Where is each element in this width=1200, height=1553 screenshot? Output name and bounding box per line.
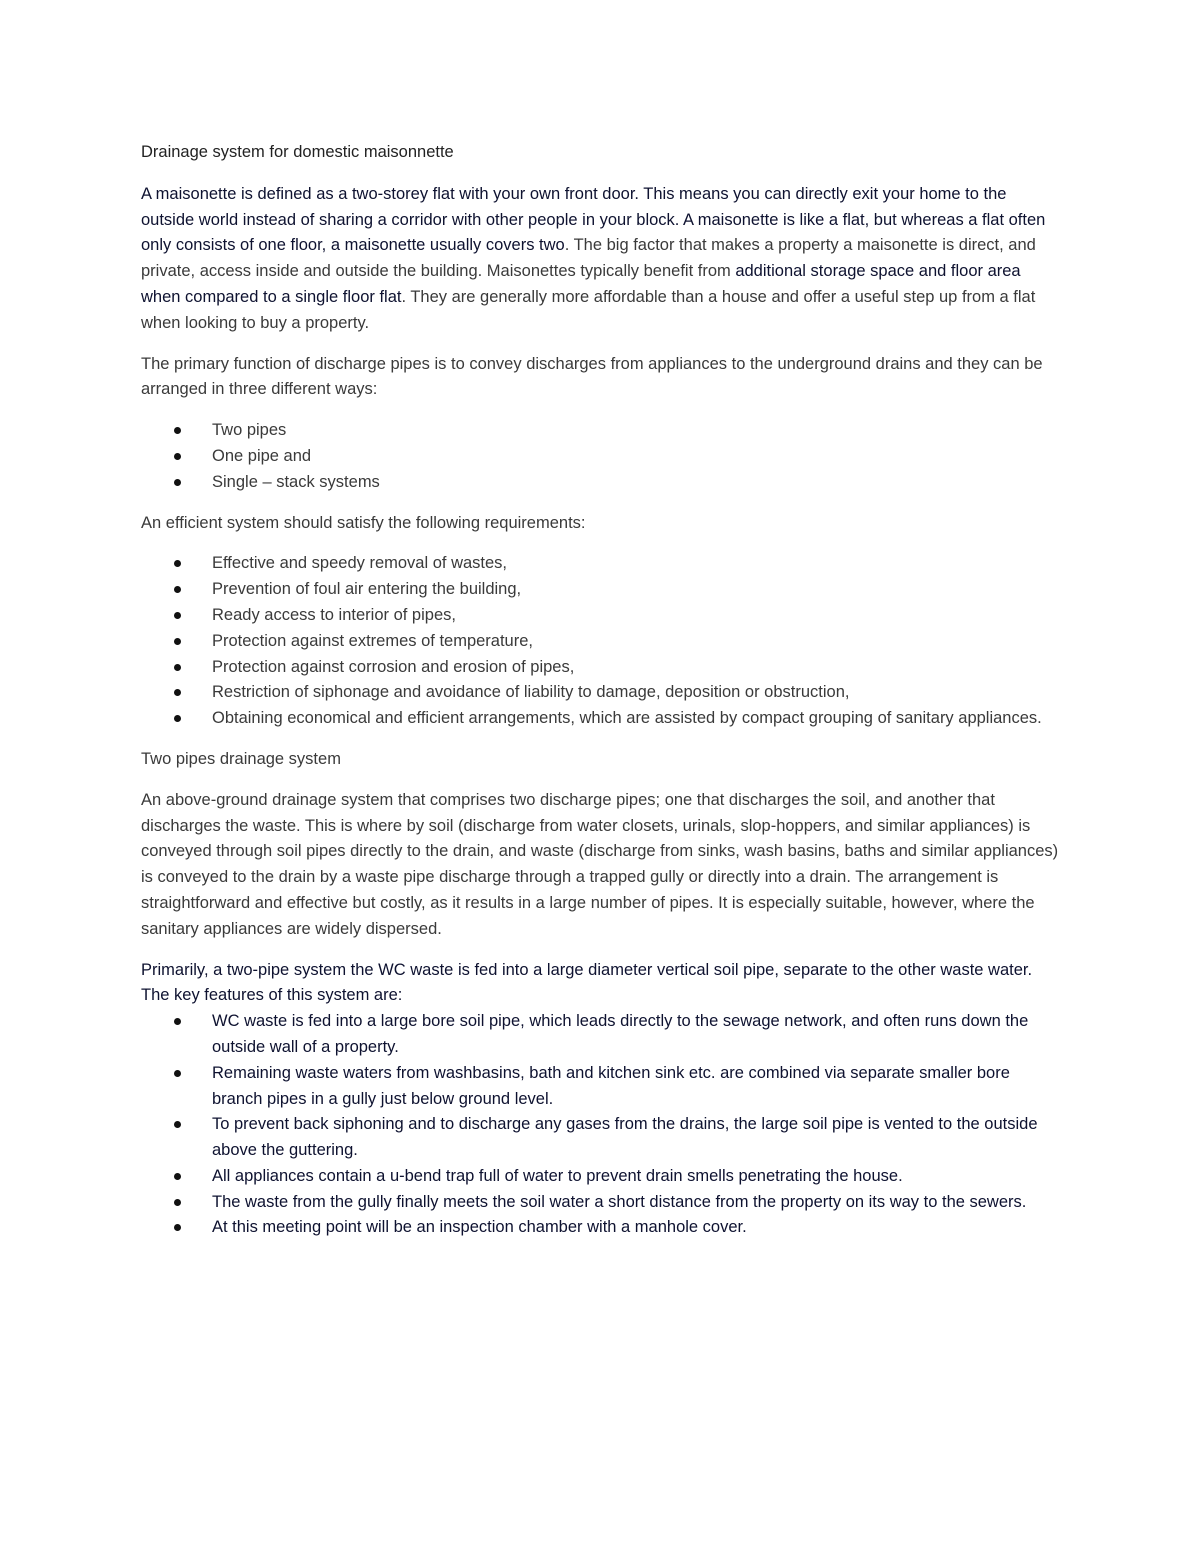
list-item [141,1009,1061,1061]
list-item-text: At this meeting point will be an inspection chamber with a manhole cover. [212,1218,747,1237]
bullet-icon [174,560,181,567]
arrangements-list [141,418,1061,495]
bullet-icon [174,479,181,486]
list-item [141,1190,1061,1216]
bullet-icon [174,1070,181,1077]
list-item-text: To prevent back siphoning and to discharge any gases from the drains, the large soil pipe is vented to the outside above the guttering. [212,1115,1038,1160]
list-item [141,418,1061,444]
bullet-icon [174,453,181,460]
intro-text-part2: . The big factor that makes a property a maisonette is direct, and private, access inside and outside the building. Maisonettes typically benefit from [141,236,1036,281]
list-item-text: Restriction of siphonage and avoidance of liability to damage, deposition or obstruction, [212,683,850,702]
list-item-text: Protection against corrosion and erosion of pipes, [212,657,575,676]
bullet-icon [174,689,181,696]
requirements-list [141,551,1061,732]
list-item [141,1164,1061,1190]
list-item [141,1112,1061,1164]
section-heading-two-pipes: Two pipes drainage system [141,749,341,768]
list-item-text: The waste from the gully finally meets the soil water a short distance from the property on its way to the sewers. [212,1192,1027,1211]
list-item [141,629,1061,655]
intro-text-part3: additional storage space and floor area when compared to a single floor flat [141,262,1021,306]
list-item [141,1215,1061,1241]
list-item [141,706,1061,732]
list-item-text: Obtaining economical and efficient arrangements, which are assisted by compact grouping of sanitary appliances. [212,709,1042,728]
bullet-icon [174,1121,181,1128]
bullet-icon [174,715,181,722]
list-item-text: WC waste is fed into a large bore soil pipe, which leads directly to the sewage network, and often runs down the outside wall of a property. [212,1012,1029,1056]
requirements-intro: An efficient system should satisfy the following requirements: [141,513,586,532]
features-intro: Primarily, a two-pipe system the WC waste is fed into a large diameter vertical soil pipe, separate to the other waste water. The key features of this system are: [141,960,1033,1005]
list-item-text: Remaining waste waters from washbasins, bath and kitchen sink etc. are combined via separate smaller bore branch pipes in a gully just below ground level. [212,1063,1010,1108]
list-item [141,470,1061,496]
list-item [141,551,1061,577]
list-item [141,444,1061,470]
list-item-text: Single – stack systems [212,472,380,491]
list-item-text: Prevention of foul air entering the building, [212,580,522,599]
two-pipes-paragraph: An above-ground drainage system that comprises two discharge pipes; one that discharges the soil, and another that discharges the waste. This is where by soil (discharge from water closets, urinals, slop-hoppers, and similar appliances) is conveyed through soil pipes directly to the drain, and waste (discharge from sinks, wash basins, baths and similar appliances) is conveyed to the drain by a waste pipe discharge through a trapped gully or directly into a drain. The arrangement is straightforward and effective but costly, as it results in a large number of pipes. It is especially suitable, however, where the sanitary appliances are widely dispersed. [141,790,1059,938]
bullet-icon [174,638,181,645]
list-item-text: Two pipes [212,421,287,440]
bullet-icon [174,612,181,619]
list-item-text: Effective and speedy removal of wastes, [212,554,508,573]
bullet-icon [174,427,181,434]
document-page [141,140,1061,1241]
list-item-text: One pipe and [212,446,312,465]
list-item-text: Protection against extremes of temperature, [212,631,533,650]
list-item-text: Ready access to interior of pipes, [212,605,456,624]
intro-text-part1: A maisonette is defined as a two-storey flat with your own front door. This means you can directly exit your home to the outside world instead of sharing a corridor with other people in your block. A maisonette is like a flat, but whereas a flat often only consists of one floor, a maisonette usually covers two [141,184,1046,255]
bullet-icon [174,1018,181,1025]
intro-text-part4: . They are generally more affordable than a house and offer a useful step up from a flat when looking to buy a property. [141,287,1036,332]
list-item [141,680,1061,706]
bullet-icon [174,1224,181,1231]
bullet-icon [174,664,181,671]
list-item [141,655,1061,681]
bullet-icon [174,1173,181,1180]
features-list [141,1009,1061,1241]
list-item [141,577,1061,603]
discharge-paragraph: The primary function of discharge pipes is to convey discharges from appliances to the underground drains and they can be arranged in three different ways: [141,354,1043,399]
list-item-text: All appliances contain a u-bend trap full of water to prevent drain smells penetrating the house. [212,1166,903,1185]
bullet-icon [174,1199,181,1206]
list-item [141,603,1061,629]
intro-paragraph [141,182,1061,337]
bullet-icon [174,586,181,593]
document-title: Drainage system for domestic maisonnette [141,143,454,161]
list-item [141,1061,1061,1113]
